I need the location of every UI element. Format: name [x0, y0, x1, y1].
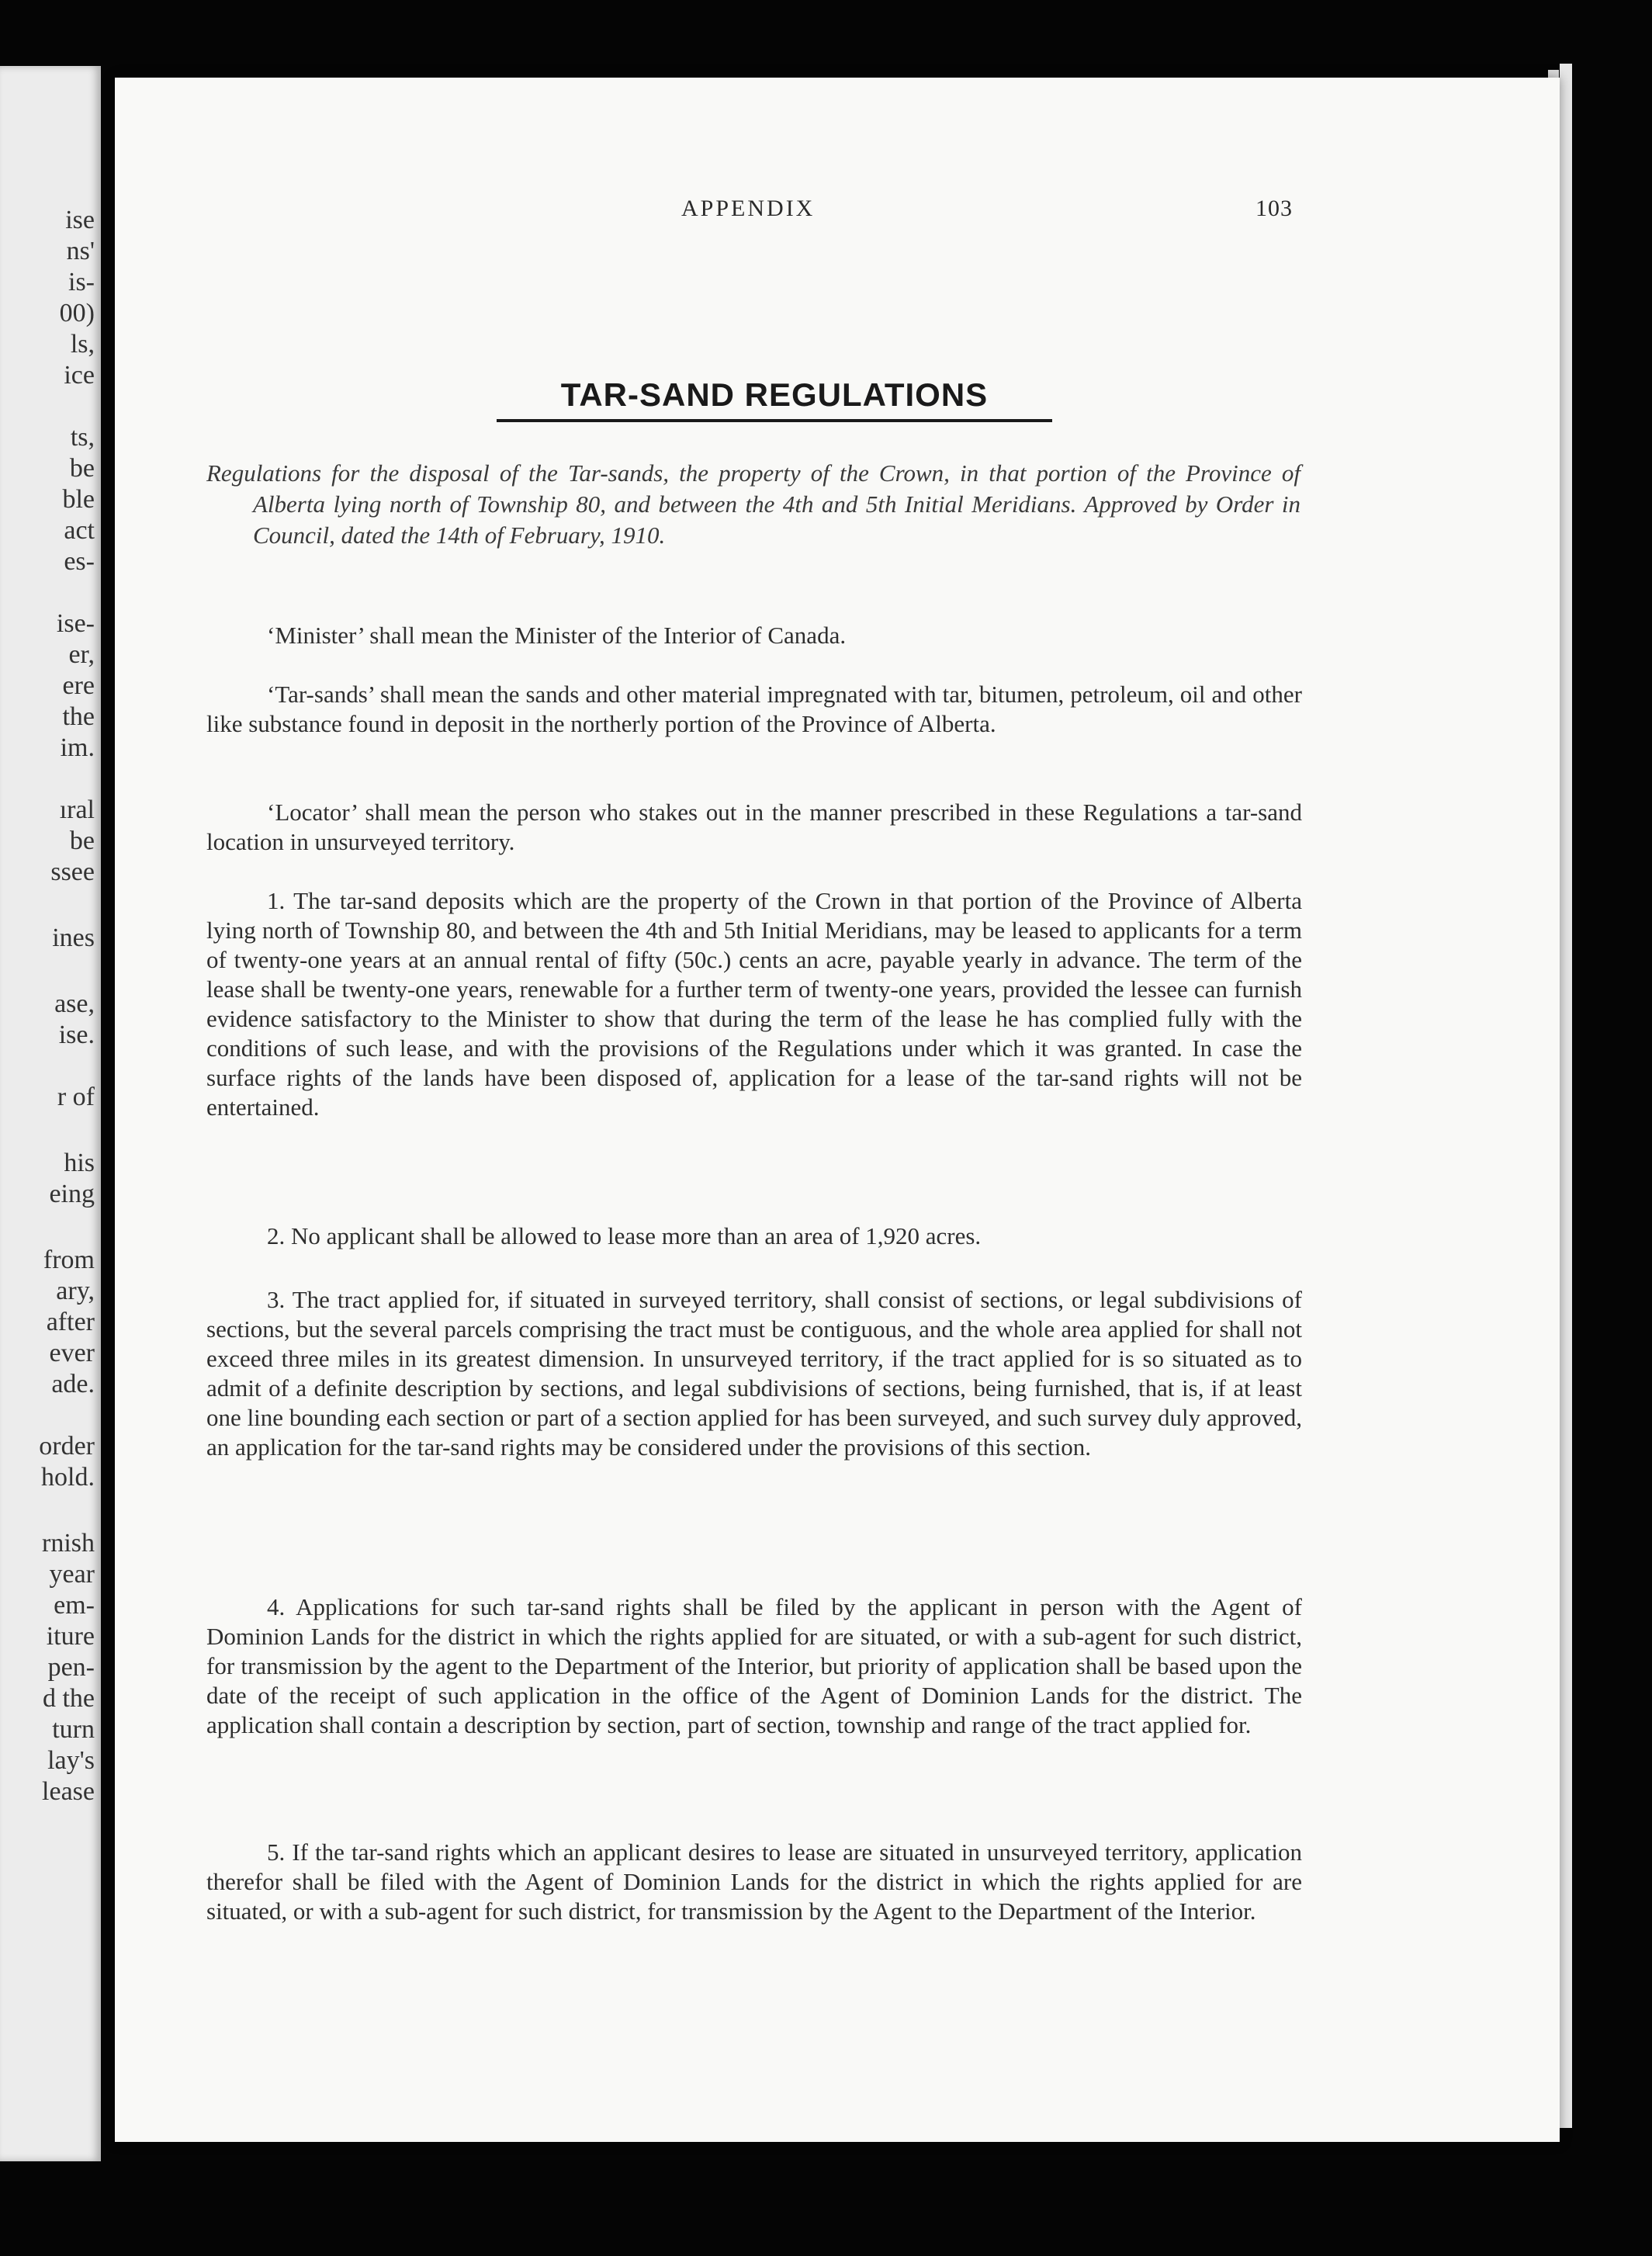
facing-page-text-fragment: em-	[54, 1591, 95, 1620]
facing-page-text-fragment: lease	[42, 1777, 95, 1806]
facing-page-text-fragment: iture	[46, 1622, 95, 1651]
facing-page-text-fragment: be	[69, 454, 95, 483]
facing-page-text-fragment: r of	[57, 1083, 95, 1111]
facing-page-edge	[0, 66, 101, 2161]
running-head-title: APPENDIX	[681, 196, 816, 221]
section-5: 5. If the tar-sand rights which an applicant desires to lease are situated in unsurveyed territory, application therefor shall be filed with the Agent of Dominion Lands for the district in which the rights applied for are situated, or with a sub-agent for such district, for transmission by the Agent to the Department of the Interior.	[206, 1838, 1302, 1925]
facing-page-text-fragment: ice	[64, 361, 95, 390]
facing-page-text-fragment: er,	[68, 640, 95, 669]
facing-page-text-fragment: ere	[62, 671, 95, 700]
facing-page-text-fragment: from	[43, 1246, 95, 1274]
facing-page-text-fragment: ssee	[50, 858, 95, 886]
facing-page-text-fragment: after	[46, 1308, 95, 1336]
facing-page-text-fragment: es-	[64, 547, 95, 576]
facing-page-text-fragment: d the	[42, 1684, 95, 1713]
section-3: 3. The tract applied for, if situated in surveyed territory, shall consist of sections, or legal subdivisions of sections, but the several parcels comprising the tract must be contiguous, and the whole area applied for shall not exceed three miles in its greatest dimension. In unsurveyed territory, if the tract applied for is so situated as to admit of a definite description by sections, and legal subdivisions of sections, being furnished, that is, if at least one line bounding each section or part of a section applied for has been surveyed, and such survey duly approved, an application for the tar-sand rights may be considered under the provisions of this section.	[206, 1286, 1302, 1461]
definition-minister: ‘Minister’ shall mean the Minister of the Interior of Canada.	[267, 622, 847, 649]
page-stack-edge	[1560, 64, 1572, 2128]
facing-page-text-fragment: his	[64, 1149, 95, 1177]
facing-page-text-fragment: year	[49, 1560, 95, 1589]
page-number: 103	[1255, 196, 1293, 221]
facing-page-text-fragment: pen-	[47, 1653, 95, 1682]
intro-paragraph: Regulations for the disposal of the Tar-sands, the property of the Crown, in that portion of the Province of Alberta lying north of Township 80, and between the 4th and 5th Initial Meridians. Approved by Order in Council, dated the 14th of February, 1910.	[206, 459, 1300, 549]
facing-page-text-fragment: turn	[52, 1715, 95, 1744]
facing-page-text-fragment: ıral	[59, 795, 95, 824]
facing-page-text-fragment: ise.	[58, 1021, 95, 1049]
facing-page-text-fragment: rnish	[42, 1529, 95, 1558]
section-2: 2. No applicant shall be allowed to lease more than an area of 1,920 acres.	[267, 1222, 982, 1249]
facing-page-text-fragment: act	[64, 516, 95, 545]
facing-page-text-fragment: lay's	[47, 1746, 95, 1775]
facing-page-text-fragment: ise-	[56, 609, 95, 638]
definition-locator: ‘Locator’ shall mean the person who stakes out in the manner prescribed in these Regulations a tar-sand location in unsurveyed territory.	[206, 799, 1302, 855]
facing-page-text-fragment: 00)	[59, 299, 95, 327]
title-underline	[497, 419, 1052, 422]
facing-page-text-fragment: ever	[49, 1339, 95, 1367]
facing-page-text-fragment: ines	[52, 924, 95, 952]
section-4: 4. Applications for such tar-sand rights shall be filed by the applicant in person with the Agent of Dominion Lands for the district in which the rights applied for are situated, or with a sub-agent for such district, for transmission by the agent to the Department of the Interior, but priority of application shall be based upon the date of the receipt of such application in the office of the Agent of Dominion Lands for the district. The application shall contain a description by section, part of section, township and range of the tract applied for.	[206, 1593, 1302, 1738]
facing-page-text-fragment: ts,	[70, 423, 95, 452]
page-title: TAR-SAND REGULATIONS	[560, 376, 989, 413]
facing-page-text-fragment: ls,	[70, 330, 95, 359]
document-page	[115, 78, 1560, 2142]
facing-page-text-fragment: ade.	[51, 1370, 95, 1398]
facing-page-text-fragment: is-	[68, 268, 95, 296]
facing-page-text-fragment: ise	[65, 206, 95, 234]
section-1: 1. The tar-sand deposits which are the property of the Crown in that portion of the Province of Alberta lying north of Township 80, and between the 4th and 5th Initial Meridians, may be leased to applicants for a term of twenty-one years at an annual rental of fifty (50c.) cents an acre, payable yearly in advance. The term of the lease shall be twenty-one years, renewable for a further term of twenty-one years, provided the lessee can furnish evidence satisfactory to the Minister to show that during the term of the lease he has complied fully with the conditions of such lease, and with the provisions of the Regulations under which it was granted. In case the surface rights of the lands have been disposed of, application for a lease of the tar-sand rights will not be entertained.	[206, 887, 1302, 1121]
facing-page-text-fragment: be	[69, 827, 95, 855]
facing-page-text-fragment: ary,	[56, 1277, 95, 1305]
facing-page-text-fragment: ble	[62, 485, 95, 514]
facing-page-text-fragment: ase,	[54, 989, 95, 1018]
facing-page-text-fragment: order	[39, 1432, 95, 1461]
definition-tar-sands: ‘Tar-sands’ shall mean the sands and other material impregnated with tar, bitumen, petroleum, oil and other like substance found in deposit in the northerly portion of the Province of Alberta.	[206, 681, 1302, 737]
facing-page-text-fragment: ns'	[66, 237, 95, 265]
facing-page-text-fragment: eing	[49, 1180, 95, 1208]
facing-page-text-fragment: im.	[60, 733, 95, 762]
facing-page-text-fragment: hold.	[41, 1463, 95, 1492]
facing-page-text-fragment: the	[62, 702, 95, 731]
